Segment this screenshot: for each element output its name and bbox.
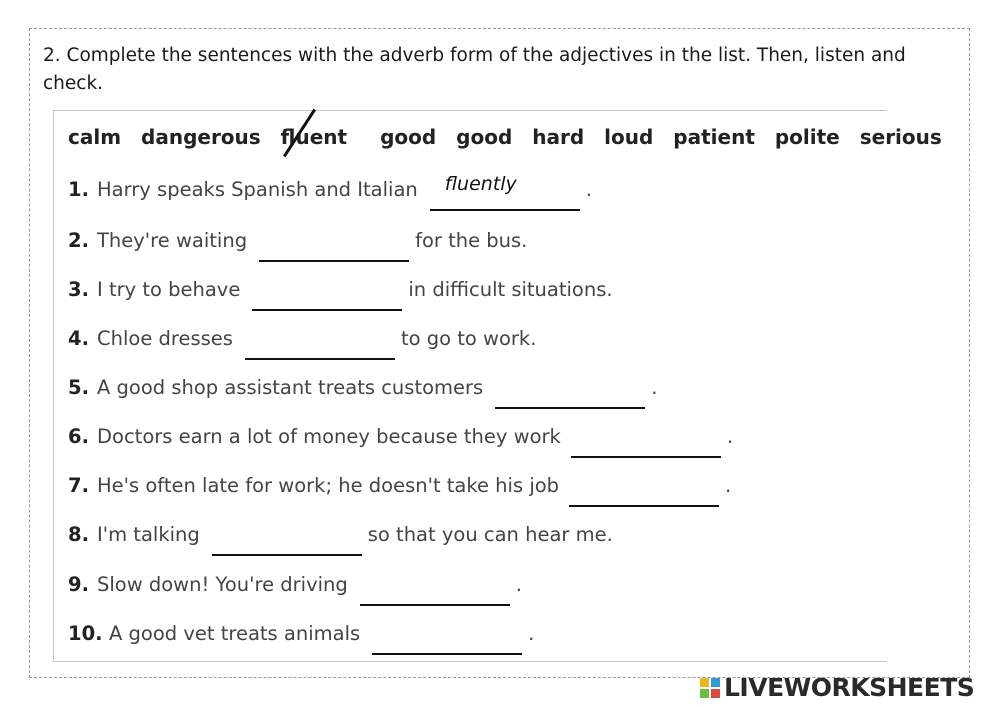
- sentence-row-9: [68, 566, 522, 596]
- answer-blank[interactable]: [495, 375, 645, 409]
- item-number: 10.: [68, 622, 103, 645]
- sentence-start: I'm talking: [97, 523, 200, 546]
- logo-text: LIVEWORKSHEETS: [724, 673, 975, 702]
- logo-square-icon: [700, 689, 709, 698]
- sentence-end: .: [651, 376, 658, 399]
- logo-square-icon: [700, 678, 709, 687]
- sentence-row-2: [68, 222, 527, 252]
- sentence-start: A good vet treats animals: [109, 622, 361, 645]
- answer-blank[interactable]: [212, 522, 362, 556]
- sentence-end: .: [515, 573, 522, 596]
- answer-text: fluently: [444, 173, 517, 195]
- logo-square-icon: [711, 678, 720, 687]
- answer-blank[interactable]: [571, 424, 721, 458]
- answer-blank[interactable]: [245, 326, 395, 360]
- sentence-start: I try to behave: [97, 278, 241, 301]
- word-item: good: [456, 125, 513, 149]
- item-number: 7.: [68, 474, 89, 497]
- sentence-row-5: [68, 369, 657, 399]
- sentence-end: .: [528, 622, 535, 645]
- sentence-start: Doctors earn a lot of money because they work: [97, 425, 561, 448]
- sentence-row-4: [68, 320, 536, 350]
- word-item: good: [380, 125, 437, 149]
- sentence-start: He's often late for work; he doesn't take his job: [97, 474, 560, 497]
- sentence-row-1: [68, 171, 592, 201]
- sentence-start: They're waiting: [97, 229, 248, 252]
- item-number: 4.: [68, 327, 89, 350]
- sentence-end: in difficult situations.: [408, 278, 613, 301]
- item-number: 2.: [68, 229, 89, 252]
- item-number: 6.: [68, 425, 89, 448]
- sentence-end: .: [585, 178, 592, 201]
- liveworksheets-logo-icon: [700, 678, 720, 698]
- item-number: 8.: [68, 523, 89, 546]
- liveworksheets-logo: [700, 673, 974, 702]
- item-number: 9.: [68, 573, 89, 596]
- exercise-instruction: 2. Complete the sentences with the adverb form of the adjectives in the list. Then, listen and check.: [43, 45, 906, 94]
- sentence-row-3: [68, 271, 613, 301]
- sentence-row-7: [68, 467, 731, 497]
- word-item: dangerous: [141, 125, 261, 149]
- answer-blank[interactable]: [259, 228, 409, 262]
- sentence-row-8: [68, 516, 613, 546]
- sentence-start: Harry speaks Spanish and Italian: [97, 178, 418, 201]
- answer-blank[interactable]: [360, 572, 510, 606]
- word-item: fluent: [280, 125, 348, 149]
- sentence-start: A good shop assistant treats customers: [97, 376, 484, 399]
- word-item-crossed: [281, 125, 354, 149]
- logo-square-icon: [711, 689, 720, 698]
- word-item: patient: [673, 125, 755, 149]
- sentence-end: for the bus.: [415, 229, 528, 252]
- sentence-row-6: [68, 418, 733, 448]
- item-number: 1.: [68, 178, 89, 201]
- word-item: polite: [774, 125, 840, 149]
- sentence-end: so that you can hear me.: [367, 523, 613, 546]
- answer-blank[interactable]: [252, 277, 402, 311]
- sentence-end: .: [725, 474, 732, 497]
- word-item: calm: [68, 125, 122, 149]
- sentence-end: to go to work.: [400, 327, 537, 350]
- item-number: 3.: [68, 278, 89, 301]
- adjective-word-list: [68, 125, 955, 149]
- sentence-start: Slow down! You're driving: [97, 573, 348, 596]
- answer-blank[interactable]: [569, 473, 719, 507]
- sentence-end: .: [726, 425, 734, 448]
- word-item: loud: [604, 125, 654, 149]
- answer-blank[interactable]: [430, 173, 580, 211]
- word-item: hard: [532, 125, 585, 149]
- sentence-start: Chloe dresses: [97, 327, 233, 350]
- word-item: serious: [859, 125, 942, 149]
- answer-blank[interactable]: [372, 621, 522, 655]
- sentence-row-10: [68, 615, 534, 645]
- item-number: 5.: [68, 376, 89, 399]
